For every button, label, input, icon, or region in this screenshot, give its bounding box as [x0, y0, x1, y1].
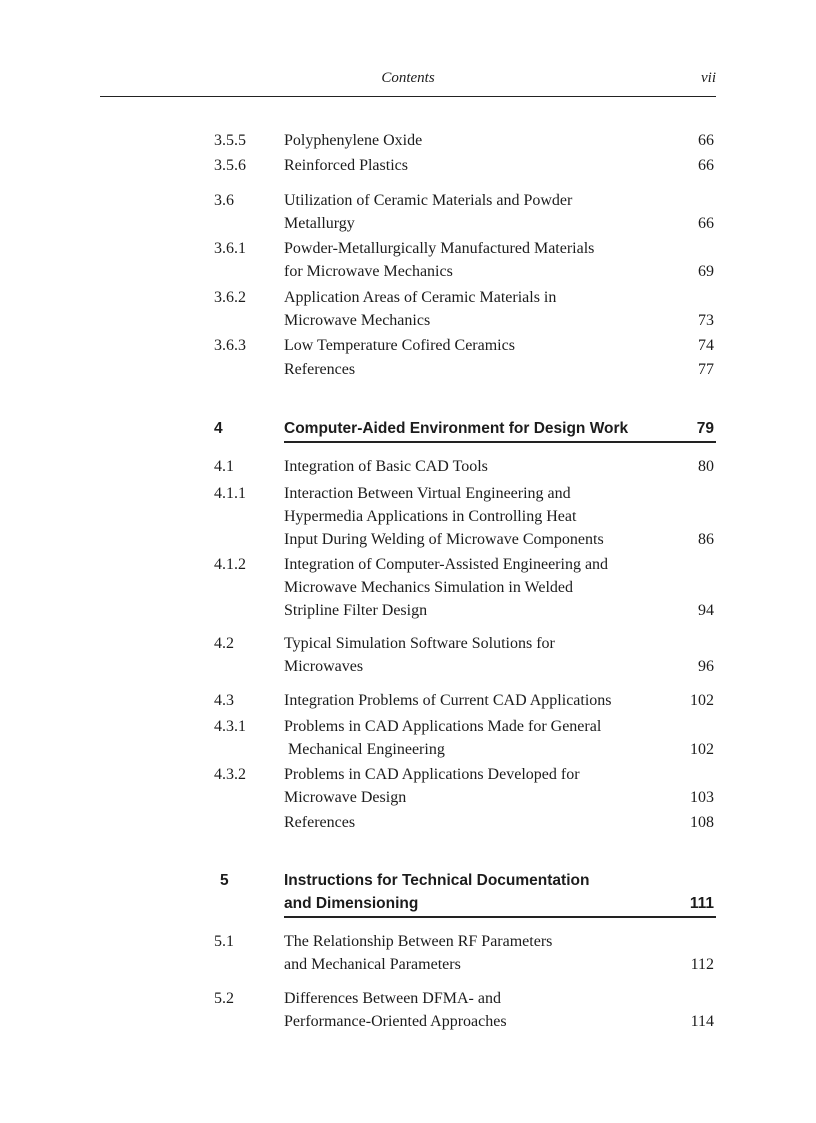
- entry-title-line: Microwave Mechanics: [284, 312, 431, 329]
- section-number: 5.1: [214, 933, 234, 950]
- entry-title-line: Powder-Metallurgically Manufactured Materials: [284, 240, 595, 257]
- toc-entry: [214, 692, 716, 715]
- chapter-heading: [214, 872, 716, 924]
- page-number: 94: [698, 602, 714, 619]
- toc-entry: [214, 289, 716, 335]
- entry-title-line: Problems in CAD Applications Developed for: [284, 766, 580, 783]
- page-folio: vii: [701, 70, 716, 86]
- toc-entry: [214, 240, 716, 286]
- toc-entry: [214, 132, 716, 155]
- entry-title-line: Microwaves: [284, 658, 364, 675]
- section-number: 4.3: [214, 692, 234, 709]
- section-number: 3.6.2: [214, 289, 246, 306]
- entry-title-line: The Relationship Between RF Parameters: [284, 933, 553, 950]
- toc-entry: [214, 485, 716, 554]
- section-number: 4.1: [214, 458, 234, 475]
- toc-entry: [214, 337, 716, 360]
- section-number: 3.6: [214, 192, 234, 209]
- chapter-page-number: 79: [696, 420, 714, 437]
- section-number: 4.3.2: [214, 766, 246, 783]
- entry-title-line: Input During Welding of Microwave Components: [284, 531, 604, 548]
- section-number: 3.6.3: [214, 337, 246, 354]
- chapter-title-line: and Dimensioning: [284, 895, 419, 912]
- entry-title-line: Metallurgy: [284, 215, 355, 232]
- toc-entry: [214, 990, 716, 1036]
- chapter-rule: [284, 441, 716, 443]
- page-number: 96: [698, 658, 714, 675]
- page-number: 112: [690, 956, 714, 973]
- section-number: 3.5.5: [214, 132, 246, 149]
- page-number: 80: [698, 458, 714, 475]
- entry-title-line: Reinforced Plastics: [284, 157, 408, 174]
- section-number: 3.5.6: [214, 157, 246, 174]
- entry-title-line: Performance-Oriented Approaches: [284, 1013, 507, 1030]
- entry-title-line: Integration Problems of Current CAD Applications: [284, 692, 612, 709]
- entry-title-line: Low Temperature Cofired Ceramics: [284, 337, 515, 354]
- page-number: 102: [690, 741, 714, 758]
- page-number: 74: [698, 337, 714, 354]
- section-number: 5.2: [214, 990, 234, 1007]
- page-number: 66: [698, 157, 714, 174]
- toc-entry: [214, 192, 716, 238]
- section-number: 4.1.1: [214, 485, 246, 502]
- entry-title-line: Integration of Basic CAD Tools: [284, 458, 488, 475]
- chapter-title-line: Computer-Aided Environment for Design Work: [284, 420, 629, 437]
- entry-title-line: Utilization of Ceramic Materials and Powder: [284, 192, 573, 209]
- chapter-rule: [284, 916, 716, 918]
- entry-title-line: References: [284, 361, 356, 378]
- chapter-number: 5: [220, 872, 229, 889]
- page-number: 103: [690, 789, 714, 806]
- entry-title-line: for Microwave Mechanics: [284, 263, 453, 280]
- page-number: 69: [698, 263, 714, 280]
- chapter-number: 4: [214, 420, 223, 437]
- page-number: 114: [690, 1013, 714, 1030]
- page-number: 66: [698, 132, 714, 149]
- entry-title-line: Problems in CAD Applications Made for General: [284, 718, 602, 735]
- toc-entry: [214, 718, 716, 764]
- chapter-heading: [214, 420, 716, 449]
- chapter-title-line: Instructions for Technical Documentation: [284, 872, 590, 889]
- chapter-page-number: 111: [689, 895, 714, 912]
- section-number: 4.2: [214, 635, 234, 652]
- toc-entry: [214, 766, 716, 812]
- entry-title-line: Microwave Mechanics Simulation in Welded: [284, 579, 574, 596]
- page-number: 108: [690, 814, 714, 831]
- entry-title-line: References: [284, 814, 356, 831]
- toc-entry: [214, 635, 716, 681]
- entry-title-line: Application Areas of Ceramic Materials in: [284, 289, 557, 306]
- entry-title-line: Polyphenylene Oxide: [284, 132, 423, 149]
- entry-title-line: Microwave Design: [284, 789, 407, 806]
- entry-title-line: and Mechanical Parameters: [284, 956, 461, 973]
- toc-entry: [214, 814, 716, 837]
- running-head-title: Contents: [381, 70, 435, 86]
- entry-title-line: Interaction Between Virtual Engineering and: [284, 485, 571, 502]
- page-number: 77: [698, 361, 714, 378]
- section-number: 4.3.1: [214, 718, 246, 735]
- entry-title-line: Hypermedia Applications in Controlling Heat: [284, 508, 577, 525]
- page-number: 102: [690, 692, 714, 709]
- toc-entry: [214, 556, 716, 625]
- entry-title-line: Typical Simulation Software Solutions for: [284, 635, 555, 652]
- toc-entry: [214, 361, 716, 384]
- page-number: 66: [698, 215, 714, 232]
- entry-title-line: Differences Between DFMA- and: [284, 990, 501, 1007]
- section-number: 3.6.1: [214, 240, 246, 257]
- page-number: 86: [698, 531, 714, 548]
- section-number: 4.1.2: [214, 556, 246, 573]
- entry-title-line: Integration of Computer-Assisted Engineering and: [284, 556, 609, 573]
- toc-entry: [214, 933, 716, 979]
- entry-title-line: Mechanical Engineering: [288, 741, 445, 758]
- entry-title-line: Stripline Filter Design: [284, 602, 428, 619]
- toc-entry: [214, 157, 716, 180]
- toc-entry: [214, 458, 716, 481]
- page-number: 73: [698, 312, 714, 329]
